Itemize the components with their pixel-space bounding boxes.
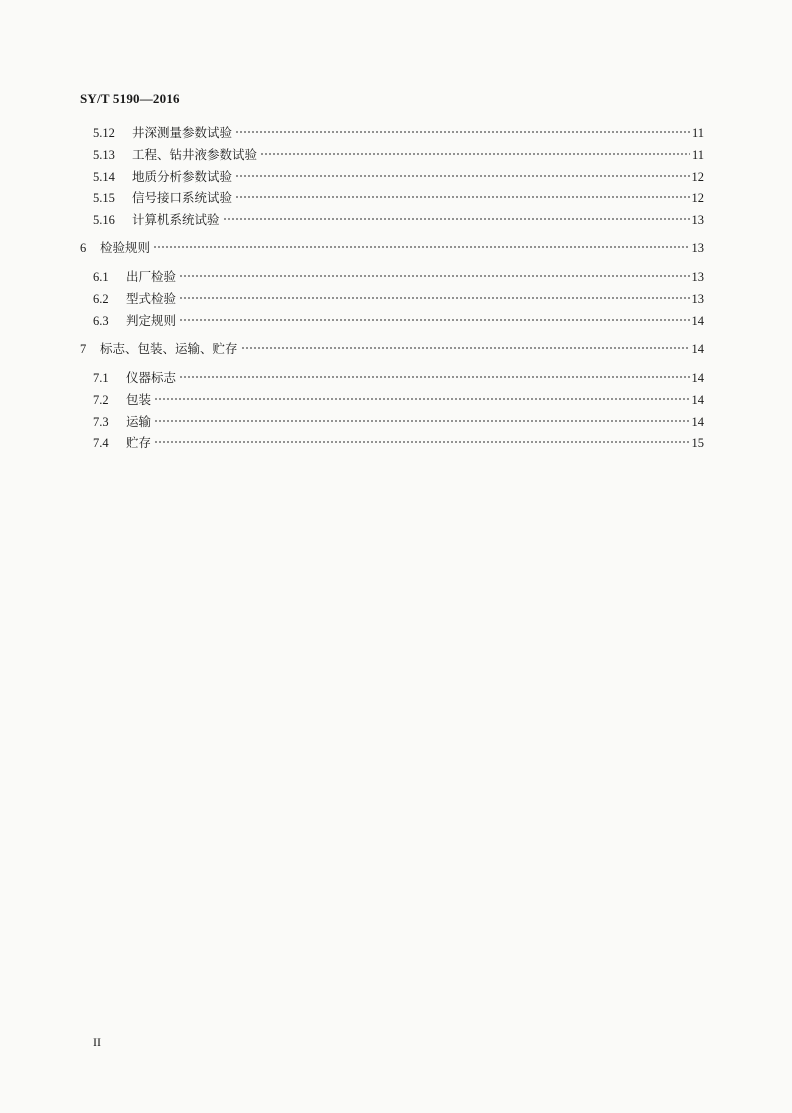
toc-entry-5-12[interactable] <box>93 124 704 142</box>
toc-entry-5-13[interactable] <box>93 146 704 164</box>
toc-dot-leader <box>179 288 689 300</box>
toc-entry-number: 6 <box>80 241 87 255</box>
toc-entry-page: 13 <box>691 270 704 284</box>
toc-dot-leader <box>223 209 690 221</box>
toc-entry-title: 型式检验 <box>126 291 177 306</box>
toc-entry-page: 11 <box>691 148 704 162</box>
toc-entry-number: 6.1 <box>93 270 109 284</box>
toc-entry-title: 出厂检验 <box>126 269 177 284</box>
toc-entry-page: 13 <box>691 213 704 227</box>
toc-entry-6-2[interactable] <box>93 290 704 308</box>
toc-entry-title: 贮存 <box>126 435 152 450</box>
toc-entry-title: 工程、钻井液参数试验 <box>132 147 258 162</box>
toc-entry-5-16[interactable] <box>93 211 704 229</box>
toc-entry-number: 7.3 <box>93 415 109 429</box>
toc-entry-page: 14 <box>691 393 704 407</box>
toc-entry-number: 7 <box>80 342 87 356</box>
toc-entry-7[interactable] <box>80 340 704 358</box>
toc-dot-leader <box>235 122 690 134</box>
toc-entry-page: 14 <box>691 342 704 356</box>
toc-entry-number: 5.14 <box>93 170 115 184</box>
toc-dot-leader <box>154 389 689 401</box>
toc-dot-leader <box>153 237 689 249</box>
toc-entry-number: 6.3 <box>93 314 109 328</box>
toc-entry-title: 运输 <box>126 414 152 429</box>
toc-entry-number: 5.12 <box>93 126 115 140</box>
toc-entry-title: 判定规则 <box>126 313 177 328</box>
toc-dot-leader <box>154 411 689 423</box>
toc-entry-page: 13 <box>691 292 704 306</box>
toc-dot-leader <box>241 338 690 350</box>
toc-dot-leader <box>179 266 689 278</box>
toc-entry-page: 13 <box>691 241 704 255</box>
toc-entry-5-14[interactable] <box>93 168 704 186</box>
page-number: II <box>93 1035 101 1049</box>
toc-dot-leader <box>179 367 689 379</box>
toc-entry-7-4[interactable] <box>93 434 704 452</box>
toc-dot-leader <box>154 432 689 444</box>
toc-entry-7-2[interactable] <box>93 391 704 409</box>
toc-entry-number: 5.13 <box>93 148 115 162</box>
toc-entry-number: 7.1 <box>93 371 109 385</box>
toc-entry-title: 计算机系统试验 <box>132 212 220 227</box>
toc-entry-title: 标志、包装、运输、贮存 <box>100 341 238 356</box>
toc-entry-page: 15 <box>691 436 704 450</box>
toc-entry-title: 信号接口系统试验 <box>132 190 233 205</box>
toc-entry-number: 6.2 <box>93 292 109 306</box>
toc-entry-title: 检验规则 <box>100 240 151 255</box>
toc-entry-title: 仪器标志 <box>126 370 177 385</box>
toc-entry-7-1[interactable] <box>93 369 704 387</box>
toc-entry-title: 地质分析参数试验 <box>132 169 233 184</box>
toc-entry-6[interactable] <box>80 239 704 257</box>
toc-dot-leader <box>235 187 689 199</box>
toc-entry-page: 12 <box>691 170 704 184</box>
toc-entry-page: 14 <box>691 371 704 385</box>
toc-entry-5-15[interactable] <box>93 189 704 207</box>
toc-entry-title: 包装 <box>126 392 152 407</box>
toc-dot-leader <box>260 144 690 156</box>
toc-dot-leader <box>179 310 689 322</box>
toc-entry-page: 14 <box>691 314 704 328</box>
toc-entry-6-1[interactable] <box>93 268 704 286</box>
toc-entry-7-3[interactable] <box>93 413 704 431</box>
toc-entry-page: 12 <box>691 191 704 205</box>
toc-dot-leader <box>235 166 689 178</box>
toc-entry-number: 5.16 <box>93 213 115 227</box>
toc-entry-page: 14 <box>691 415 704 429</box>
toc-entry-title: 井深测量参数试验 <box>132 125 233 140</box>
standard-code: SY/T 5190—2016 <box>80 91 180 106</box>
toc-entry-6-3[interactable] <box>93 312 704 330</box>
toc-entry-number: 7.2 <box>93 393 109 407</box>
toc-entry-number: 5.15 <box>93 191 115 205</box>
toc-entry-number: 7.4 <box>93 436 109 450</box>
toc-entry-page: 11 <box>691 126 704 140</box>
